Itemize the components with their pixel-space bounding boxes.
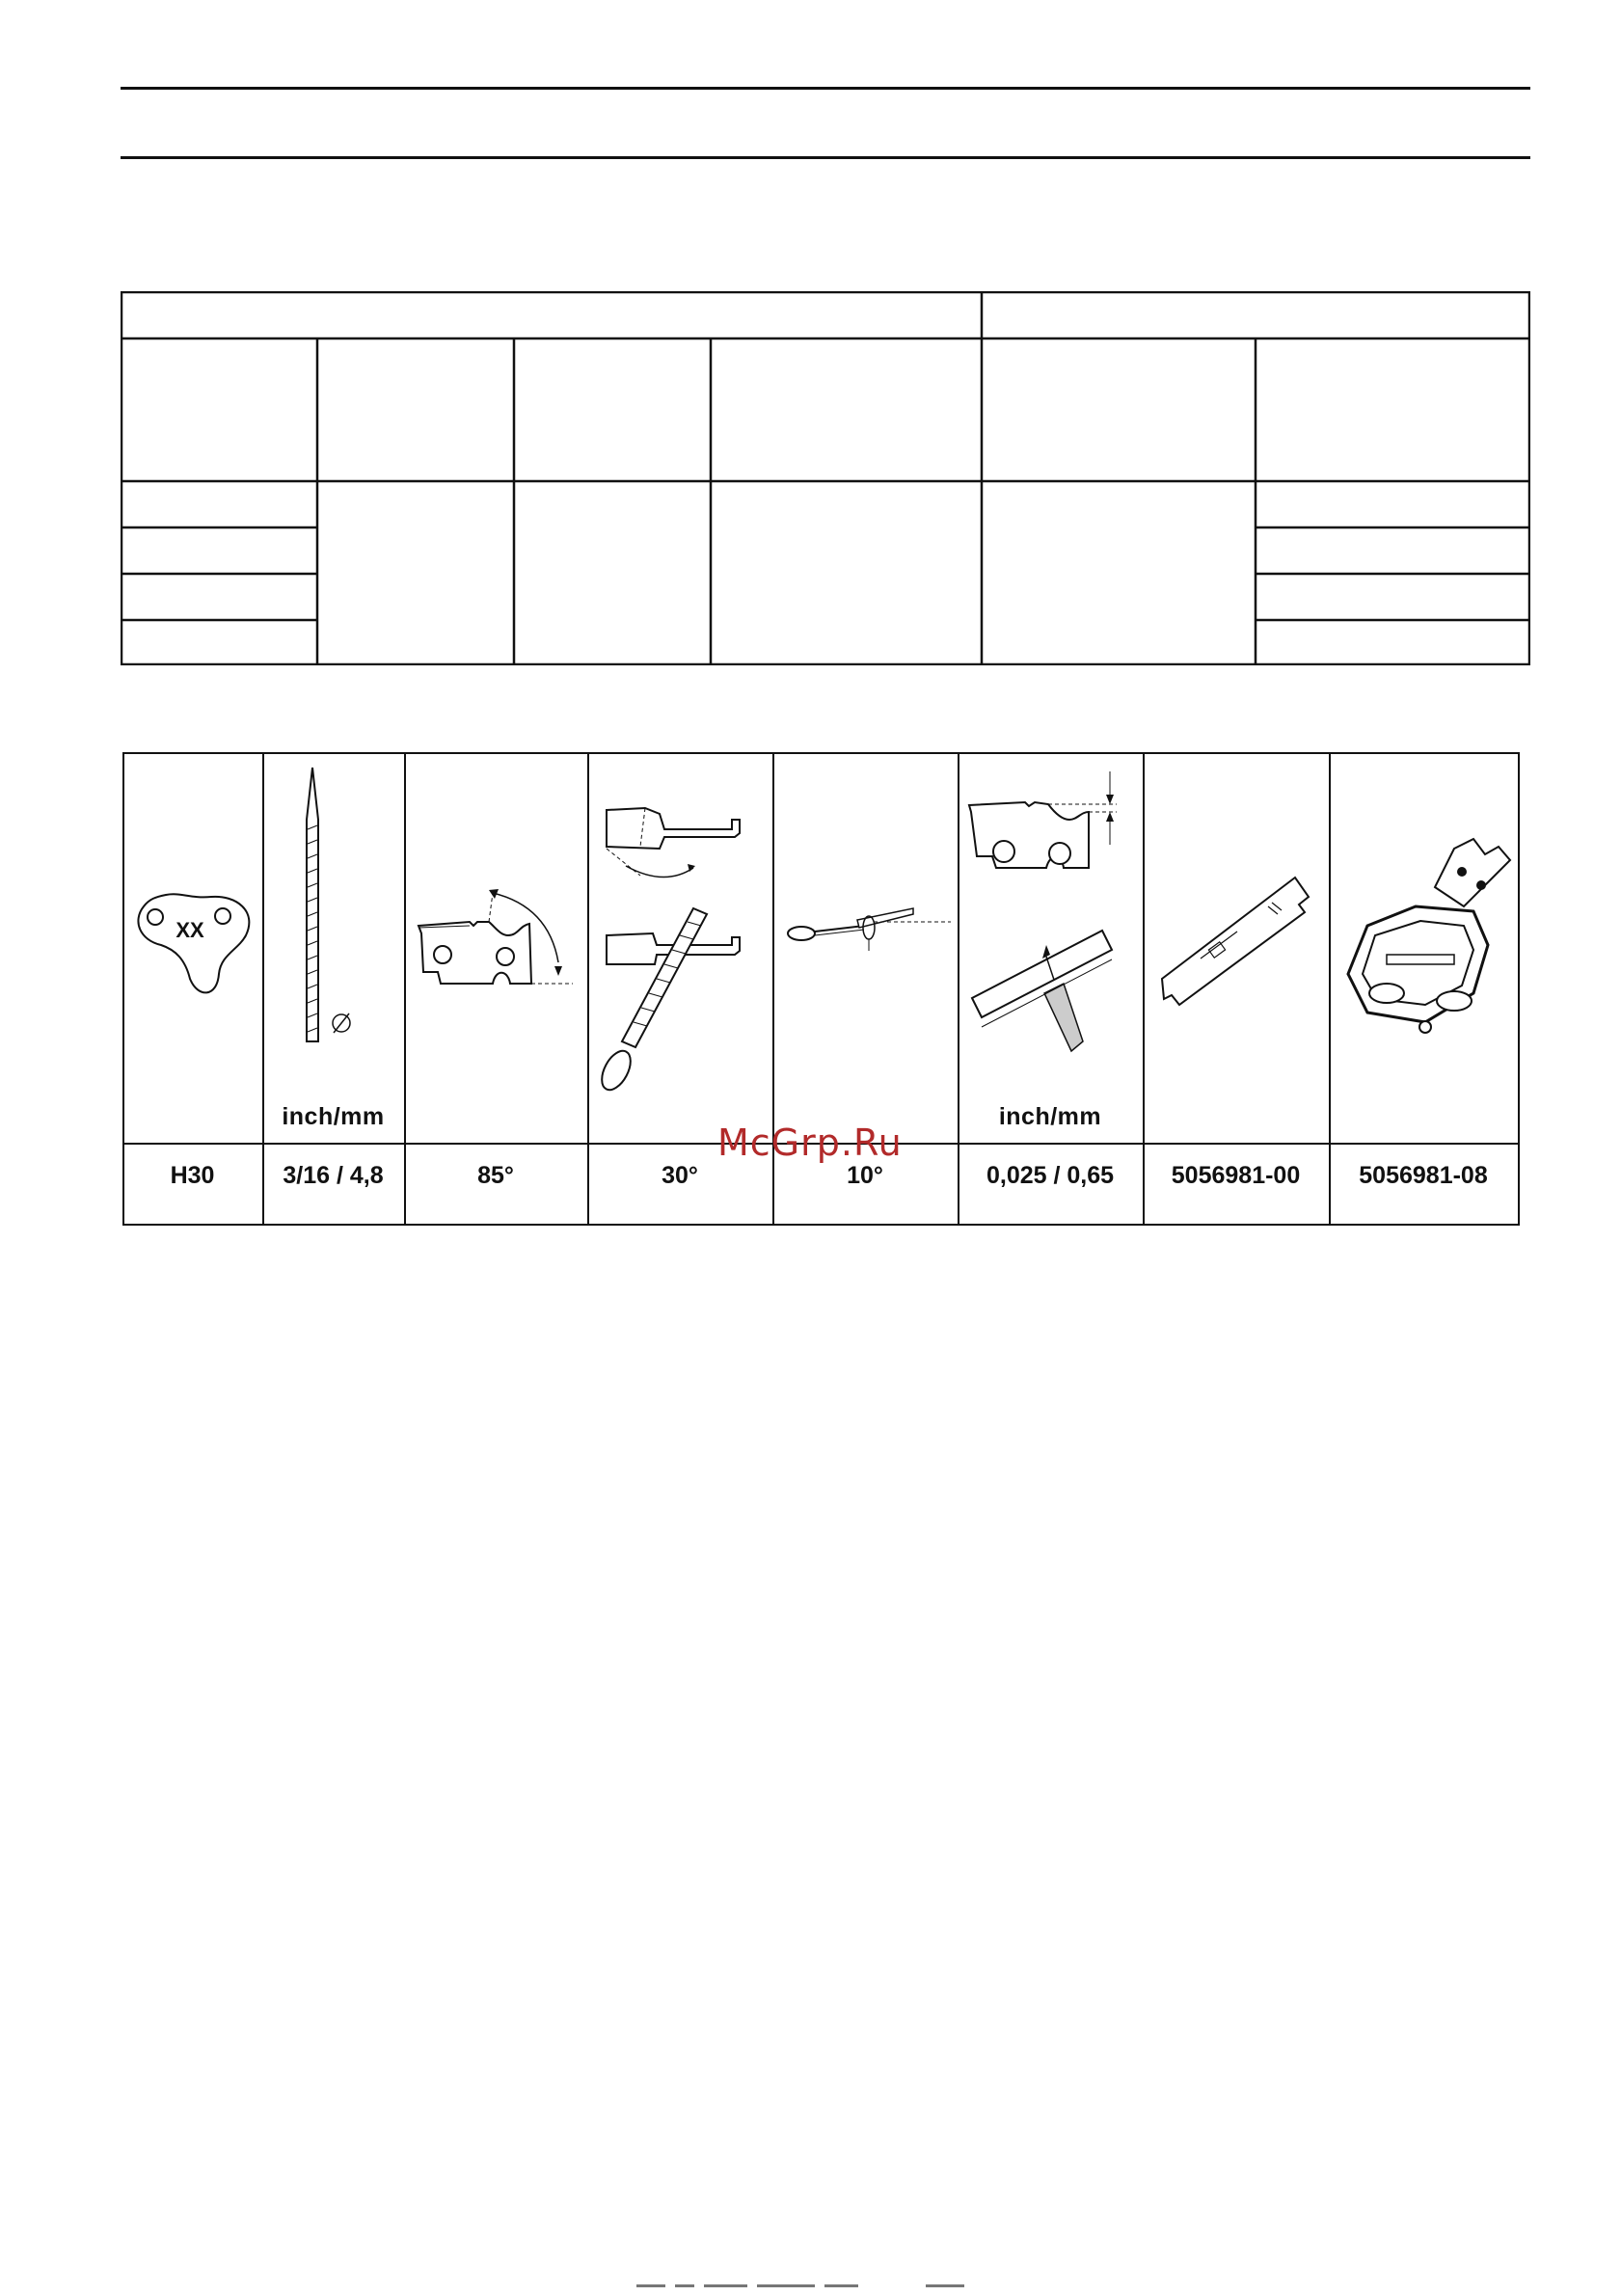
chain-combination-table bbox=[121, 291, 1530, 665]
gauge-part-number: 5056981-00 bbox=[1171, 1162, 1301, 1189]
round-file-icon bbox=[262, 752, 404, 1138]
chain-code-value: H30 bbox=[170, 1162, 215, 1189]
header-rule-top bbox=[121, 87, 1530, 90]
depth-gauge-tool-icon bbox=[1143, 752, 1329, 1138]
file-unit-label: inch/mm bbox=[282, 1103, 385, 1130]
tilt-angle-value: 10° bbox=[847, 1162, 883, 1189]
file-guide-part-number: 5056981-08 bbox=[1359, 1162, 1488, 1189]
depth-gauge-value: 0,025 / 0,65 bbox=[986, 1162, 1115, 1189]
cutter-link-code: XX bbox=[176, 918, 204, 942]
filing-angle-value: 30° bbox=[662, 1162, 698, 1189]
top-plate-angle-value: 85° bbox=[477, 1162, 514, 1189]
watermark: McGrp.Ru bbox=[717, 1121, 903, 1164]
table-grid-lines bbox=[121, 291, 1530, 665]
depth-gauge-icon bbox=[958, 752, 1143, 1138]
footer-scan-artifact bbox=[636, 2283, 984, 2289]
cutter-link-icon bbox=[122, 752, 262, 1138]
depth-unit-label: inch/mm bbox=[998, 1103, 1102, 1130]
file-guide-icon bbox=[1329, 752, 1518, 1138]
filing-angle-icon bbox=[587, 752, 772, 1138]
top-plate-angle-icon bbox=[404, 752, 587, 1138]
header-rule-bottom bbox=[121, 156, 1530, 159]
tilt-angle-icon bbox=[772, 752, 958, 1138]
file-diameter-value: 3/16 / 4,8 bbox=[283, 1162, 384, 1189]
